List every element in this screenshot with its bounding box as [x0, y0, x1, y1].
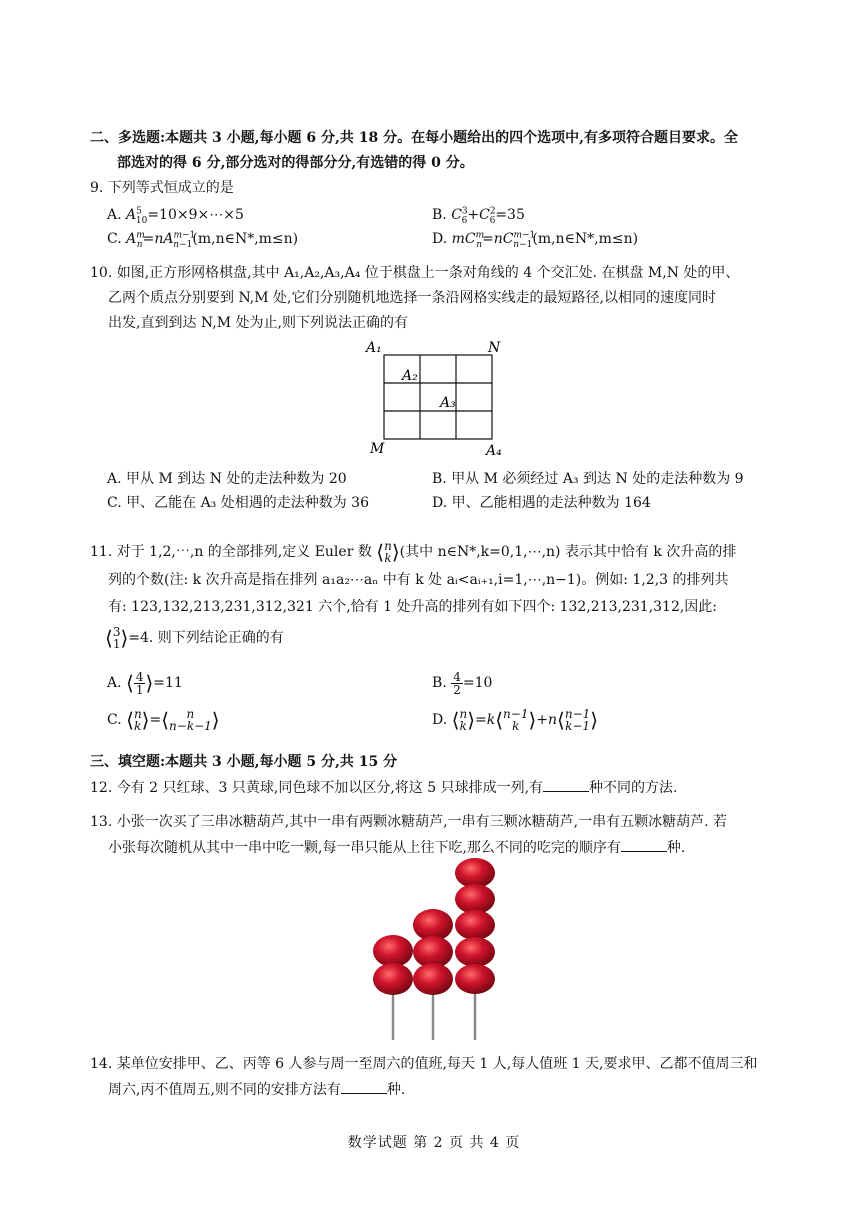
q9-option-a: A. $A^5_{10}=10\times 9\times\cdots\times 5$ [107, 206, 244, 226]
q11-option-b: B. $\frac{4}{2}$ =10 [432, 669, 493, 697]
q11-line1: 11. 对于 1,2,⋯,n 的全部排列,定义 Euler 数 ⟨ n k ⟩(其中 n∈N*,k=0,1,⋯,n) 表示其中恰有 k 次升高的排 [90, 539, 737, 565]
grid-figure [360, 335, 520, 465]
label-a3: A₃ [440, 395, 456, 411]
q13-answer-blank[interactable] [621, 837, 667, 852]
q10-line2: 乙两个质点分别要到 N,M 处,它们分别随机地选择一条沿网格实线走的最短路径,以相同的速度同时 [108, 290, 716, 306]
q11-line3: 有: 123,132,213,231,312,321 六个,恰有 1 处升高的排列有如下四个: 132,213,231,312,因此: [108, 599, 718, 615]
q9-stem: 9. 下列等式恒成立的是 [90, 180, 234, 196]
q9-option-b: B. $C^3_6+C^2_6=35$ [432, 206, 525, 226]
q13-line1: 13. 小张一次买了三串冰糖葫芦,其中一串有两颗冰糖葫芦,一串有三颗冰糖葫芦,一串有五颗冰糖葫芦. 若 [90, 814, 727, 830]
q11-option-a: A. ⟨ $\frac{4}{1}$ ⟩=11 [107, 669, 183, 697]
section2-title-cont: 部选对的得 6 分,部分选对的得部分分,有选错的得 0 分。 [117, 155, 474, 171]
label-a4: A₄ [486, 443, 502, 459]
q12-answer-blank[interactable] [543, 777, 589, 792]
label-n: N [488, 340, 501, 356]
candied-haws-figure [360, 855, 510, 1045]
skewer-five [455, 858, 495, 994]
skewer-two [373, 935, 413, 995]
q12-text: 12. 今有 2 只红球、3 只黄球,同色球不加以区分,将这 5 只球排成一列,有 种不同的方法. [90, 777, 678, 798]
q9-option-d: D. $mC^m_n=nC^{m-1}_{n-1}(m,n\in N*,m\le n)$ [432, 230, 639, 250]
q11-line4: ⟨ 3 1 ⟩=4. 则下列结论正确的有 [105, 625, 284, 651]
q11-line2: 列的个数(注: k 次升高是指在排列 a₁a₂⋯aₙ 中有 k 处 aᵢ<aᵢ₊₁,i=1,⋯,n−1)。例如: 1,2,3 的排列共 [108, 572, 729, 588]
q10-line3: 出发,直到到达 N,M 处为止,则下列说法正确的有 [108, 315, 408, 331]
grid-board [384, 355, 492, 439]
label-m: M [370, 441, 385, 457]
section2-title: 二、多选题:本题共 3 小题,每小题 6 分,共 18 分。在每小题给出的四个选项中,有多项符合题目要求。全 [90, 130, 738, 146]
q11-option-d: D. ⟨ n k ⟩=k⟨ n−1 k ⟩+n⟨ n−1 k−1 ⟩ [432, 707, 599, 733]
section3-title: 三、填空题:本题共 3 小题,每小题 5 分,共 15 分 [90, 754, 398, 770]
skewer-three [413, 909, 453, 995]
q10-option-a: A. 甲从 M 到达 N 处的走法种数为 20 [107, 471, 347, 487]
q14-answer-blank[interactable] [341, 1079, 387, 1094]
q10-option-c: C. 甲、乙能在 A₃ 处相遇的走法种数为 36 [107, 495, 370, 511]
q14-line2: 周六,丙不值周五,则不同的安排方法有 种. [108, 1079, 405, 1100]
q11-option-c: C. ⟨ n k ⟩=⟨ n n−k−1 ⟩ [107, 707, 220, 733]
q10-line1: 10. 如图,正方形网格棋盘,其中 A₁,A₂,A₃,A₄ 位于棋盘上一条对角线的 4 个交汇处. 在棋盘 M,N 处的甲、 [90, 265, 740, 281]
q14-line1: 14. 某单位安排甲、乙、丙等 6 人参与周一至周六的值班,每天 1 人,每人值班 1 天,要求甲、乙都不值周三和 [90, 1056, 758, 1072]
label-a2: A₂ [402, 368, 418, 384]
q10-option-d: D. 甲、乙能相遇的走法种数为 164 [432, 495, 651, 511]
label-a1: A₁ [366, 340, 382, 356]
q10-option-b: B. 甲从 M 必须经过 A₃ 到达 N 处的走法种数为 9 [432, 471, 744, 487]
q9-option-c: C. $A^m_n=nA^{m-1}_{n-1}(m,n\in N*,m\le n)$ [107, 230, 299, 250]
page-footer: 数学试题 第 2 页 共 4 页 [347, 1135, 521, 1151]
q13-line2: 小张每次随机从其中一串中吃一颗,每一串只能从上往下吃,那么不同的吃完的顺序有 种. [108, 837, 685, 858]
